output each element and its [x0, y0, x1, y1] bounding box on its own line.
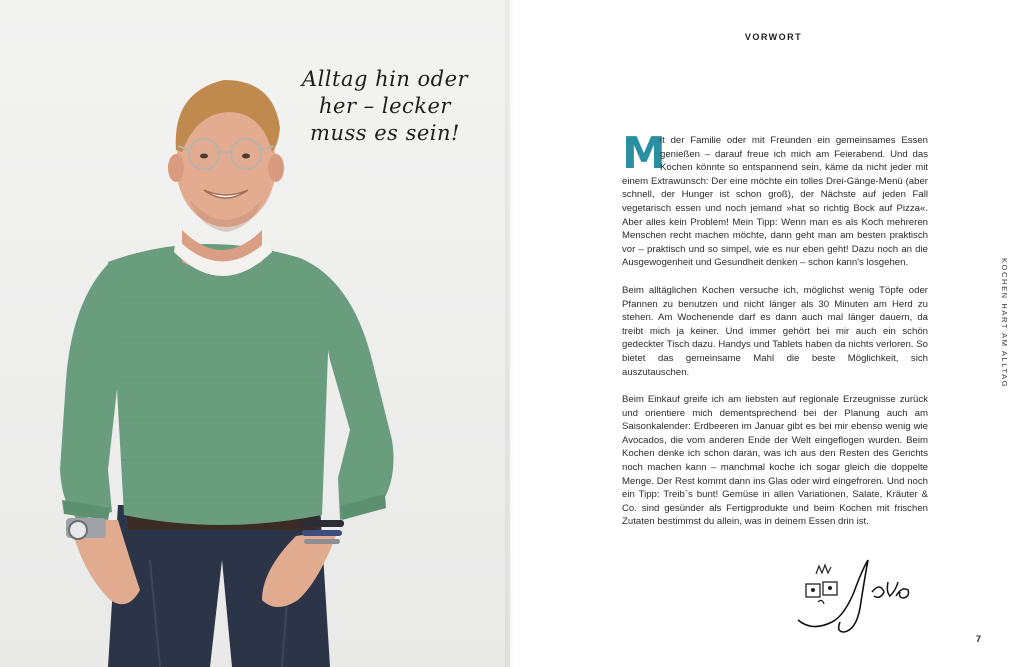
right-page-text: [510, 0, 1020, 667]
paragraph-1: [622, 128, 928, 270]
foreword-body: [622, 128, 928, 543]
page-number: 7: [976, 634, 982, 644]
running-side-label: KOCHEN HART AM ALLTAG: [1000, 258, 1009, 389]
quote-line-3: muss es sein!: [310, 121, 460, 145]
author-signature: [792, 552, 932, 637]
handwritten-quote: [300, 66, 470, 147]
quote-line-1: Alltag hin oder: [301, 67, 469, 91]
section-title: VORWORT: [744, 32, 803, 42]
paragraph-1-text: it der Familie oder mit Freunden ein gemeinsames Essen genießen – darauf freue ich mich am Feierabend. Und das Kochen könnte so entspannend sein, käme da nicht jeder mit einem Extrawunsch: Der eine möchte ein tolles Drei-Gänge-Menü (aber schnell, der Hunger ist schon groß), der Nächste auf jeden Fall vegetarisch essen und noch jemand »hat so richtig Bock auf Pizza«. Aber alles kein Problem! Mein Tipp: Wenn man es als Koch mehreren Menschen recht machen möchte, dann geht man am besten praktisch vor – praktisch und so simpel, wie es nur eben geht! Dazu noch an die Ausgewogenheit und Gesundheit denken – schon kann's losgehen.: [622, 135, 928, 269]
drop-cap: M: [622, 128, 666, 179]
paragraph-3: Beim Einkauf greife ich am liebsten auf regionale Erzeugnisse zurück und orientiere mich dementsprechend bei der Planung auch am Saisonkalender: Erdbeeren im Januar gibt es bei mir ebenso wenig wie Avocados, die vom anderen Ende der Welt eingeflogen wurden. Beim Kochen denke ich schon daran, was ich aus den Resten des Gerichts noch machen kann – manchmal koche ich sogar gleich die doppelte Menge. Der Rest kommt dann ins Glas oder wird eingefroren. Und noch ein Tipp: Treib`s bunt! Gemüse in allen Variationen, Salate, Kräuter & Co. sind gesünder als Fertigprodukte und beim Kochen mit frischen Zutaten bestimmst du allein, was in deinem Essen drin ist.: [622, 394, 928, 528]
paragraph-2: Beim alltäglichen Kochen versuche ich, möglichst wenig Töpfe oder Pfannen zu benutzen und nicht länger als 30 Minuten am Herd zu stehen. Am Wochenende darf es dann auch mal länger dauern, da treibt mich ja keiner. Und immer gehört bei mir auch ein schön gedeckter Tisch dazu. Handys und Tablets haben da nichts verloren. So bietet das gemeinsame Mahl die beste Möglichkeit, sich auszutauschen.: [622, 284, 928, 378]
quote-line-2: her – lecker: [319, 94, 451, 118]
